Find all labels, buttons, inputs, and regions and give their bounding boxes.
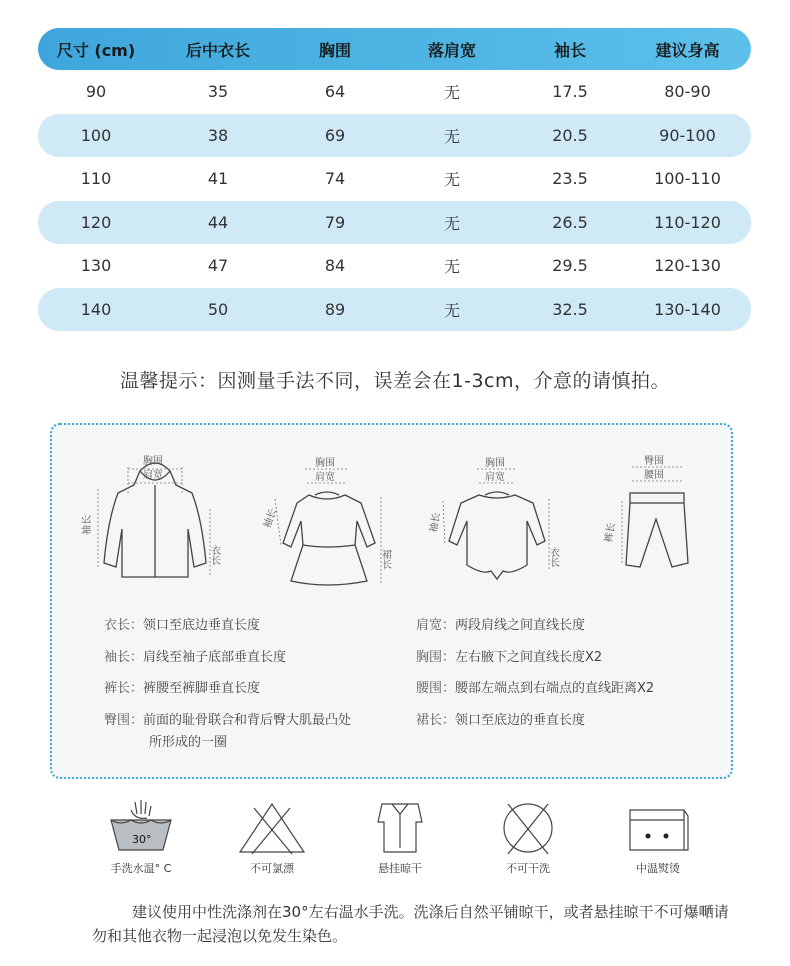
header-size: 尺寸 (cm) [56,40,136,60]
medium-iron-icon [616,798,700,856]
definition-shoulder: 肩宽：两段肩线之间直线长度 [416,618,586,633]
table-cell: 100 [80,125,112,145]
table-cell: 无 [443,170,460,190]
table-cell: 64 [324,82,346,102]
table-cell: 90 [85,82,107,102]
hang-dry-label: 悬挂晾干 [378,862,422,875]
hand-wash-icon [99,798,183,856]
no-bleach-icon [230,798,314,856]
dress-sleeve-label: 袖长 [262,507,280,530]
table-cell: 79 [324,212,346,232]
jacket-length-label: 衣长 [208,545,220,565]
definition-length: 衣长：领口至底边垂直长度 [104,618,261,633]
table-cell: 140 [80,299,112,319]
table-cell: 无 [443,213,460,233]
table-cell: 100-110 [654,169,721,189]
table-cell: 47 [207,256,229,276]
hand-wash-label: 手洗水温° C [110,862,172,875]
table-cell: 130 [80,256,112,276]
definition-chest: 胸围：左右腋下之间直线长度X2 [416,650,603,665]
table-cell: 90-100 [659,125,716,145]
hang-dry-icon [358,798,442,856]
table-row [38,201,751,245]
care-no-bleach [217,798,327,876]
table-body [38,70,751,331]
table-row [38,244,751,288]
table-cell: 38 [207,125,229,145]
table-row [38,70,751,114]
no-dry-clean-label: 不可干洗 [506,862,550,875]
table-row [38,157,751,201]
care-no-dry-clean [473,798,583,876]
header-shoulder: 落肩宽 [427,40,476,60]
measurement-panel [50,423,733,779]
table-cell: 84 [324,256,346,276]
table-row [38,288,751,332]
no-bleach-label: 不可氯漂 [250,862,294,875]
definition-skirt: 裙长：领口至底边的垂直长度 [416,713,586,728]
medium-iron-label: 中温熨烫 [636,862,680,875]
definition-hip: 臀围：前面的耻骨联合和背后臀大肌最凸处 [104,713,352,728]
table-cell: 17.5 [552,82,588,102]
table-cell: 26.5 [552,212,588,232]
table-cell: 44 [207,212,229,232]
header-height: 建议身高 [655,40,720,60]
care-medium-iron [603,798,713,876]
jacket-shoulder-label: 肩宽 [143,470,163,481]
definition-sleeve: 袖长：肩线至袖子底部垂直长度 [104,650,287,665]
table-cell: 20.5 [552,125,588,145]
romper-chest-label: 胸围 [485,458,505,469]
measurement-tip: 温馨提示：因测量手法不同，误差会在1-3cm，介意的请慎拍。 [120,370,670,392]
definition-waist: 腰围：腰部左端点到右端点的直线距离X2 [416,681,655,696]
pants-length-label: 裤长 [603,521,618,544]
pants-waist-label: 腰围 [644,470,664,481]
jacket-chest-label: 胸围 [143,456,163,467]
definition-pant-length: 裤长：裤腰至裤脚垂直长度 [104,681,261,696]
table-cell: 29.5 [552,256,588,276]
dress-figure [257,453,397,593]
washing-advice: 建议使用中性洗涤剂在30°左右温水手洗。洗涤后自然平铺晾干，或者悬挂晾干不可爆嗮请勿和其他衣物一起浸泡以免发生染色。 [92,903,729,945]
table-cell: 110 [80,169,112,189]
jacket-figure [80,449,230,589]
table-row [38,114,751,158]
header-sleeve: 袖长 [553,40,586,60]
table-cell: 41 [207,169,229,189]
table-cell: 89 [324,299,346,319]
no-dry-clean-icon [486,798,570,856]
header-length: 后中衣长 [185,40,250,60]
romper-figure [427,455,567,585]
hand-wash-temp: 30° [132,833,152,846]
romper-sleeve-label: 袖长 [428,511,443,534]
pants-figure [600,453,710,583]
table-cell: 50 [207,299,229,319]
pants-hip-label: 臀围 [644,456,664,467]
table-cell: 120 [80,212,112,232]
romper-length-label: 衣长 [547,547,559,567]
dress-shoulder-label: 肩宽 [315,472,335,483]
table-cell: 130-140 [654,299,721,319]
jacket-sleeve-label: 袖长 [82,515,93,535]
table-cell: 无 [443,257,460,277]
header-chest: 胸围 [318,40,351,60]
care-hang-dry [345,798,455,876]
romper-shoulder-label: 肩宽 [485,472,505,483]
table-cell: 110-120 [654,212,721,232]
size-table [38,28,751,331]
care-hand-wash [86,798,196,876]
table-cell: 23.5 [552,169,588,189]
dress-skirt-label: 裙长 [379,549,391,569]
table-cell: 35 [207,82,229,102]
dress-chest-label: 胸围 [315,458,335,469]
table-cell: 74 [324,169,346,189]
table-cell: 无 [443,126,460,146]
table-header [38,28,751,70]
table-cell: 120-130 [654,256,721,276]
table-cell: 80-90 [664,82,711,102]
table-cell: 无 [443,300,460,320]
table-cell: 32.5 [552,299,588,319]
table-cell: 69 [324,125,346,145]
table-cell: 无 [443,83,460,103]
definition-hip-cont: 所形成的一圈 [149,735,228,750]
